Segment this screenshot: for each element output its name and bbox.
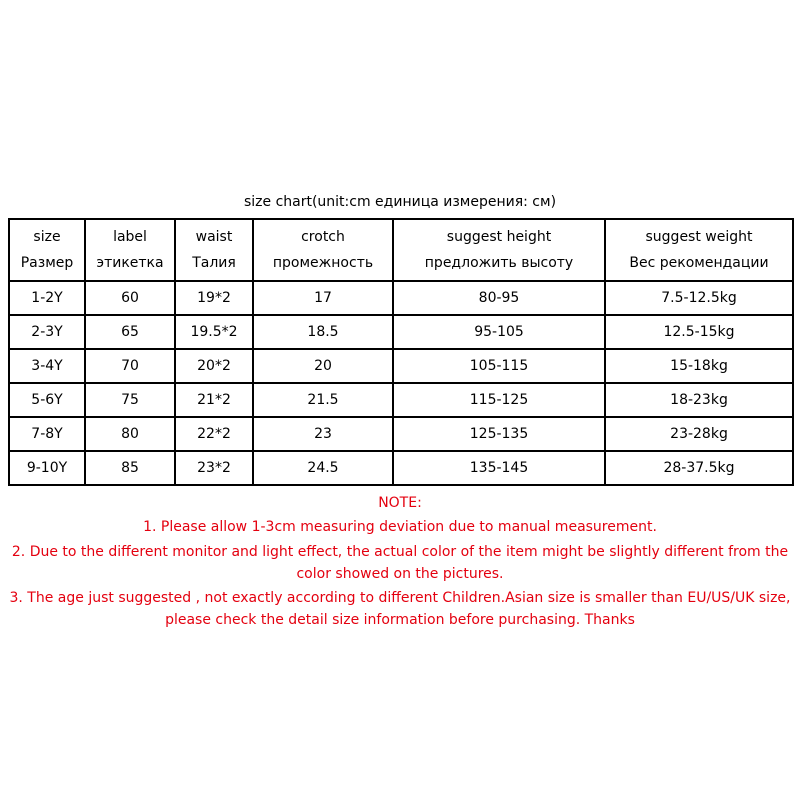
cell-waist: 22*2 [175, 417, 253, 451]
header-en: label [113, 229, 147, 245]
table-row [9, 281, 793, 315]
cell-suggest-height: 80-95 [393, 281, 605, 315]
header-ru: предложить высоту [424, 255, 574, 271]
cell-size: 7-8Y [9, 417, 85, 451]
header-cell-crotch [253, 219, 393, 281]
header-en: suggest weight [645, 229, 753, 245]
note-item-2: 2. Due to the different monitor and light effect, the actual color of the item might be slightly different from the color showed on the pictures. [11, 544, 789, 582]
size-chart-table [8, 218, 794, 486]
cell-waist: 21*2 [175, 383, 253, 417]
header-cell-suggest-weight [605, 219, 793, 281]
header-cell-size [9, 219, 85, 281]
cell-size: 9-10Y [9, 451, 85, 485]
cell-suggest-weight: 7.5-12.5kg [605, 281, 793, 315]
cell-label: 80 [85, 417, 175, 451]
note-item-3: 3. The age just suggested , not exactly according to different Children.Asian size is smaller than EU/US/UK size, please check the detail size information before purchasing. Thanks [9, 590, 791, 628]
header-en: crotch [301, 229, 345, 245]
cell-suggest-weight: 15-18kg [605, 349, 793, 383]
notes-heading: NOTE: [378, 495, 422, 511]
cell-crotch: 23 [253, 417, 393, 451]
cell-suggest-height: 105-115 [393, 349, 605, 383]
cell-label: 85 [85, 451, 175, 485]
header-ru: Вес рекомендации [629, 255, 769, 271]
header-cell-suggest-height [393, 219, 605, 281]
cell-size: 3-4Y [9, 349, 85, 383]
notes-section [0, 492, 800, 631]
cell-size: 5-6Y [9, 383, 85, 417]
cell-label: 70 [85, 349, 175, 383]
header-en: waist [195, 229, 233, 245]
cell-suggest-weight: 18-23kg [605, 383, 793, 417]
cell-waist: 19.5*2 [175, 315, 253, 349]
cell-crotch: 18.5 [253, 315, 393, 349]
header-cell-waist [175, 219, 253, 281]
table-header-row [9, 219, 793, 281]
cell-suggest-height: 135-145 [393, 451, 605, 485]
cell-label: 60 [85, 281, 175, 315]
cell-size: 1-2Y [9, 281, 85, 315]
cell-crotch: 24.5 [253, 451, 393, 485]
cell-crotch: 20 [253, 349, 393, 383]
cell-waist: 20*2 [175, 349, 253, 383]
table-row [9, 383, 793, 417]
header-ru: промежность [272, 255, 374, 271]
cell-suggest-height: 125-135 [393, 417, 605, 451]
cell-suggest-weight: 23-28kg [605, 417, 793, 451]
header-en: size [33, 229, 61, 245]
cell-label: 75 [85, 383, 175, 417]
cell-waist: 23*2 [175, 451, 253, 485]
header-en: suggest height [446, 229, 552, 245]
cell-waist: 19*2 [175, 281, 253, 315]
table-row [9, 417, 793, 451]
header-ru: Размер [20, 255, 74, 271]
cell-suggest-weight: 12.5-15kg [605, 315, 793, 349]
cell-crotch: 17 [253, 281, 393, 315]
cell-size: 2-3Y [9, 315, 85, 349]
header-cell-label [85, 219, 175, 281]
table-row [9, 315, 793, 349]
note-item-1: 1. Please allow 1-3cm measuring deviation due to manual measurement. [143, 519, 657, 535]
header-ru: этикетка [96, 255, 164, 271]
cell-suggest-weight: 28-37.5kg [605, 451, 793, 485]
cell-label: 65 [85, 315, 175, 349]
table-row [9, 349, 793, 383]
table-row [9, 451, 793, 485]
cell-suggest-height: 95-105 [393, 315, 605, 349]
cell-suggest-height: 115-125 [393, 383, 605, 417]
cell-crotch: 21.5 [253, 383, 393, 417]
size-chart-title: size chart(unit:cm единица измерения: см) [243, 194, 557, 210]
header-ru: Талия [192, 255, 236, 271]
